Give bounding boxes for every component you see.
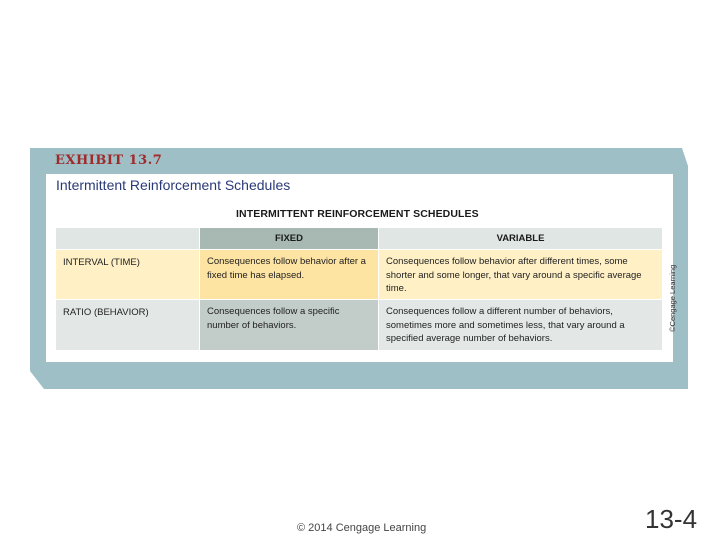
row-label-interval: INTERVAL (TIME) <box>56 250 199 299</box>
cell-interval-fixed: Consequences follow behavior after a fixed time has elapsed. <box>200 250 378 299</box>
exhibit-title: Intermittent Reinforcement Schedules <box>56 177 291 193</box>
image-credit: ©Cengage Learning <box>668 264 677 332</box>
cell-ratio-variable: Consequences follow a different number of behaviors, sometimes more and sometimes less, that vary around a specified average number of behaviors. <box>379 300 662 350</box>
table-caption: INTERMITTENT REINFORCEMENT SCHEDULES <box>236 208 479 220</box>
column-header-empty <box>56 228 199 249</box>
column-header-fixed: FIXED <box>200 228 378 249</box>
slide-number: 13-4 <box>645 504 698 534</box>
column-header-variable: VARIABLE <box>379 228 662 249</box>
footer-copyright: © 2014 Cengage Learning <box>297 522 427 534</box>
cell-interval-variable: Consequences follow behavior after different times, some shorter and some longer, that vary around a specific average time. <box>379 250 662 299</box>
row-label-ratio: RATIO (BEHAVIOR) <box>56 300 199 350</box>
cell-ratio-fixed: Consequences follow a specific number of behaviors. <box>200 300 378 350</box>
reinforcement-schedule-table <box>56 228 661 349</box>
exhibit-label: EXHIBIT 13.7 <box>55 153 163 168</box>
